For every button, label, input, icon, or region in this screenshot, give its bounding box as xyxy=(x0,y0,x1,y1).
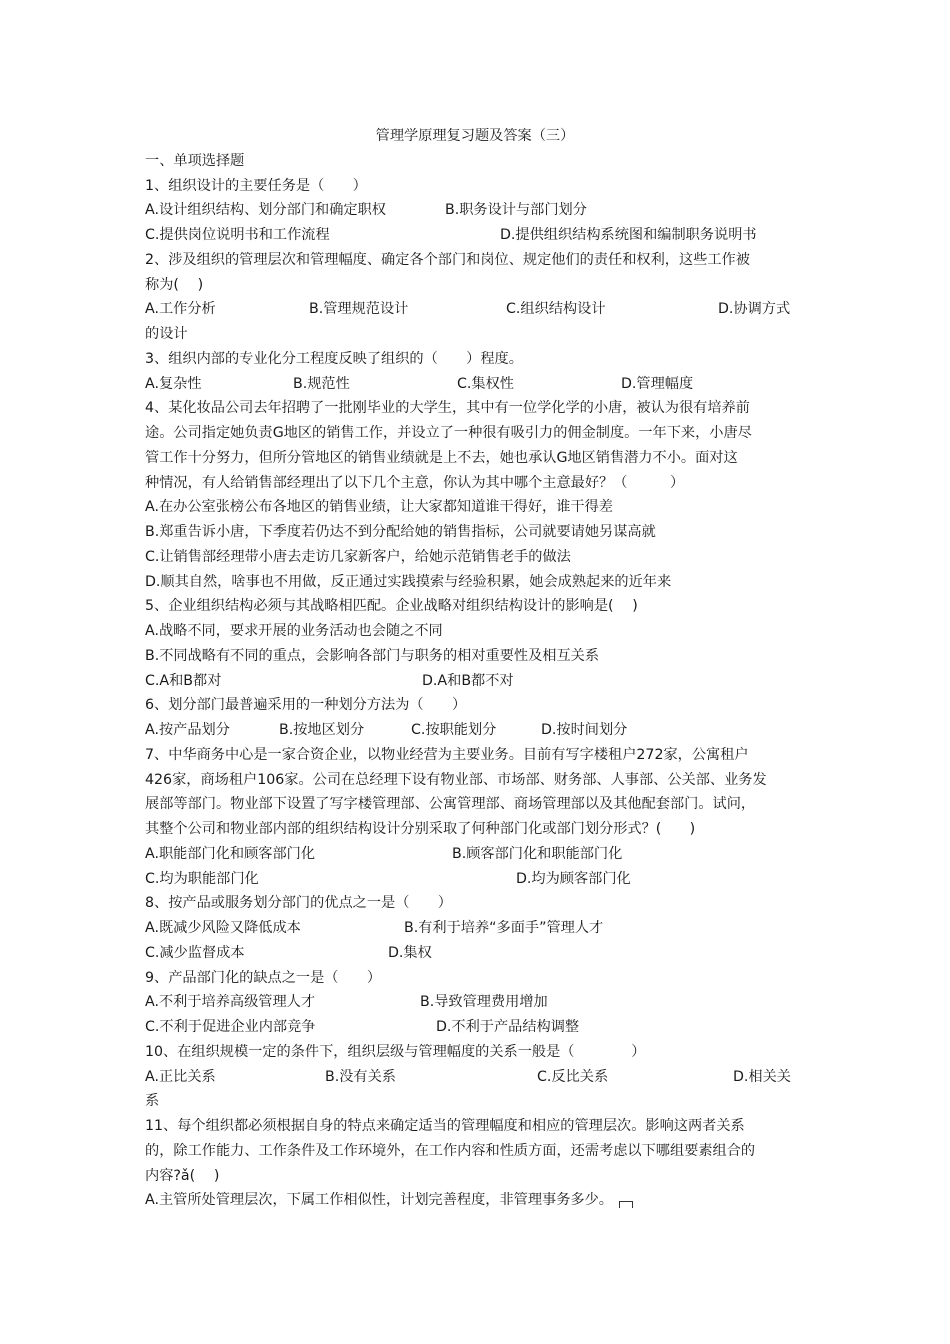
q4-option-d: D.顺其自然，啥事也不用做，反正通过实践摸索与经验积累，她会成熟起来的近年来 xyxy=(145,573,672,590)
q4-option-a: A.在办公室张榜公布各地区的销售业绩，让大家都知道谁干得好，谁干得差 xyxy=(145,499,613,516)
page-title: 管理学原理复习题及答案（三） xyxy=(375,128,575,144)
q6-option-b: B.按地区划分 xyxy=(279,722,365,738)
section-heading: 一、单项选择题 xyxy=(145,152,245,169)
q2-option-d-cont: 的设计 xyxy=(145,326,188,342)
q6-option-c: C.按职能划分 xyxy=(411,722,497,738)
q10-option-d-cont: 系 xyxy=(145,1093,160,1110)
q3-option-d: D.管理幅度 xyxy=(621,375,694,392)
question-4-line4: 种情况，有人给销售部经理出了以下几个主意，你认为其中哪个主意最好？（ ） xyxy=(145,474,685,491)
question-9: 9、产品部门化的缺点之一是（ ） xyxy=(145,969,382,986)
q2-option-a: A.工作分析 xyxy=(145,301,216,318)
question-4-line3: 管工作十分努力，但所分管地区的销售业绩就是上不去，她也承认G地区销售潜力不小。面对这 xyxy=(145,449,738,466)
q5-option-a: A.战略不同，要求开展的业务活动也会随之不同 xyxy=(145,623,443,639)
q9-options-row2 xyxy=(145,1015,805,1040)
q9-option-d: D.不利于产品结构调整 xyxy=(436,1019,580,1035)
q1-option-a: A.设计组织结构、划分部门和确定职权 xyxy=(145,202,386,219)
q4-option-b: B.郑重告诉小唐，下季度若仍达不到分配给她的销售指标，公司就要请她另谋高就 xyxy=(145,524,656,540)
q8-options-row1 xyxy=(145,916,805,941)
document-page xyxy=(145,124,805,1213)
q3-option-b: B.规范性 xyxy=(293,375,350,392)
q10-option-d: D.相关关 xyxy=(733,1068,791,1085)
q7-option-d: D.均为顾客部门化 xyxy=(516,870,631,887)
q3-option-c: C.集权性 xyxy=(457,375,514,392)
question-3: 3、组织内部的专业化分工程度反映了组织的（ ）程度。 xyxy=(145,350,523,367)
q2-options xyxy=(145,297,805,322)
question-7-line3: 展部等部门。物业部下设置了写字楼管理部、公寓管理部、商场管理部以及其他配套部门。试问， xyxy=(145,796,756,813)
q3-option-a: A.复杂性 xyxy=(145,375,202,392)
question-4-line2: 途。公司指定她负责G地区的销售工作，并设立了一种很有吸引力的佣金制度。一年下来，小唐尽 xyxy=(145,425,752,441)
q7-option-b: B.顾客部门化和职能部门化 xyxy=(452,845,623,862)
q8-option-d: D.集权 xyxy=(388,944,432,961)
question-1: 1、组织设计的主要任务是（ ） xyxy=(145,177,367,194)
question-11-line1: 11、每个组织都必须根据自身的特点来确定适当的管理幅度和相应的管理层次。影响这两者关系 xyxy=(145,1118,745,1134)
q9-options-row1 xyxy=(145,990,805,1015)
q10-option-c: C.反比关系 xyxy=(537,1068,609,1085)
q8-options-row2 xyxy=(145,941,805,966)
q10-option-b: B.没有关系 xyxy=(325,1068,396,1085)
q10-option-a: A.正比关系 xyxy=(145,1068,216,1085)
q7-options-row2 xyxy=(145,867,805,892)
q1-option-b: B.职务设计与部门划分 xyxy=(445,202,587,219)
question-5: 5、企业组织结构必须与其战略相匹配。企业战略对组织结构设计的影响是( ) xyxy=(145,598,638,615)
q6-option-d: D.按时间划分 xyxy=(541,722,628,738)
q7-option-a: A.职能部门化和顾客部门化 xyxy=(145,845,316,862)
q3-options xyxy=(145,372,805,397)
q6-options xyxy=(145,718,805,743)
q11-option-a: A.主管所处管理层次，下属工作相似性，计划完善程度，非管理事务多少。 xyxy=(145,1192,613,1209)
q9-option-c: C.不利于促进企业内部竞争 xyxy=(145,1019,316,1035)
question-4-line1: 4、某化妆品公司去年招聘了一批刚毕业的大学生，其中有一位学化学的小唐，被认为很有培养前 xyxy=(145,400,750,417)
q9-option-b: B.导致管理费用增加 xyxy=(420,994,548,1011)
q7-option-c: C.均为职能部门化 xyxy=(145,870,259,887)
q11-option-a-row xyxy=(145,1188,805,1213)
q1-option-d: D.提供组织结构系统图和编制职务说明书 xyxy=(500,227,757,243)
question-11-line2: 的，除工作能力、工作条件及工作环境外，在工作内容和性质方面，还需考虑以下哪组要素组合的 xyxy=(145,1142,756,1159)
question-8: 8、按产品或服务划分部门的优点之一是（ ） xyxy=(145,895,452,912)
question-10: 10、在组织规模一定的条件下，组织层级与管理幅度的关系一般是（ ） xyxy=(145,1043,646,1060)
q1-options-row1 xyxy=(145,198,805,223)
q1-option-c: C.提供岗位说明书和工作流程 xyxy=(145,227,330,243)
q2-option-d: D.协调方式 xyxy=(718,301,791,318)
q8-option-b: B.有利于培养“多面手”管理人才 xyxy=(404,920,604,936)
question-7-line4: 其整个公司和物业部内部的组织结构设计分别采取了何种部门化或部门划分形式？( ) xyxy=(145,821,696,837)
q5-options-cd xyxy=(145,669,805,694)
q5-option-d: D.A和B都不对 xyxy=(422,672,514,689)
q10-options xyxy=(145,1065,805,1090)
q2-option-b: B.管理规范设计 xyxy=(309,301,409,318)
q6-option-a: A.按产品划分 xyxy=(145,722,230,738)
q5-option-b: B.不同战略有不同的重点，会影响各部门与职务的相对重要性及相互关系 xyxy=(145,647,600,664)
bracket-mark-icon xyxy=(619,1201,633,1208)
question-7-line1: 7、中华商务中心是一家合资企业，以物业经营为主要业务。目前有写字楼租户272家，公寓租户 xyxy=(145,746,749,763)
q1-options-row2 xyxy=(145,223,805,248)
q8-option-a: A.既减少风险又降低成本 xyxy=(145,920,301,936)
question-11-line3: 内容?ǎ( ) xyxy=(145,1167,220,1184)
question-7-line2: 426家，商场租户106家。公司在总经理下设有物业部、市场部、财务部、人事部、公关部、业务发 xyxy=(145,771,767,788)
question-6: 6、划分部门最普遍采用的一种划分方法为（ ） xyxy=(145,697,467,714)
q5-option-c: C.A和B都对 xyxy=(145,672,222,689)
question-2-cont: 称为( ) xyxy=(145,276,204,293)
question-2: 2、涉及组织的管理层次和管理幅度、确定各个部门和岗位、规定他们的责任和权利，这些工作被 xyxy=(145,251,750,268)
q9-option-a: A.不利于培养高级管理人才 xyxy=(145,994,316,1011)
q4-option-c: C.让销售部经理带小唐去走访几家新客户，给她示范销售老手的做法 xyxy=(145,548,571,565)
q2-option-c: C.组织结构设计 xyxy=(506,301,606,318)
q7-options-row1 xyxy=(145,842,805,867)
q8-option-c: C.减少监督成本 xyxy=(145,944,245,961)
